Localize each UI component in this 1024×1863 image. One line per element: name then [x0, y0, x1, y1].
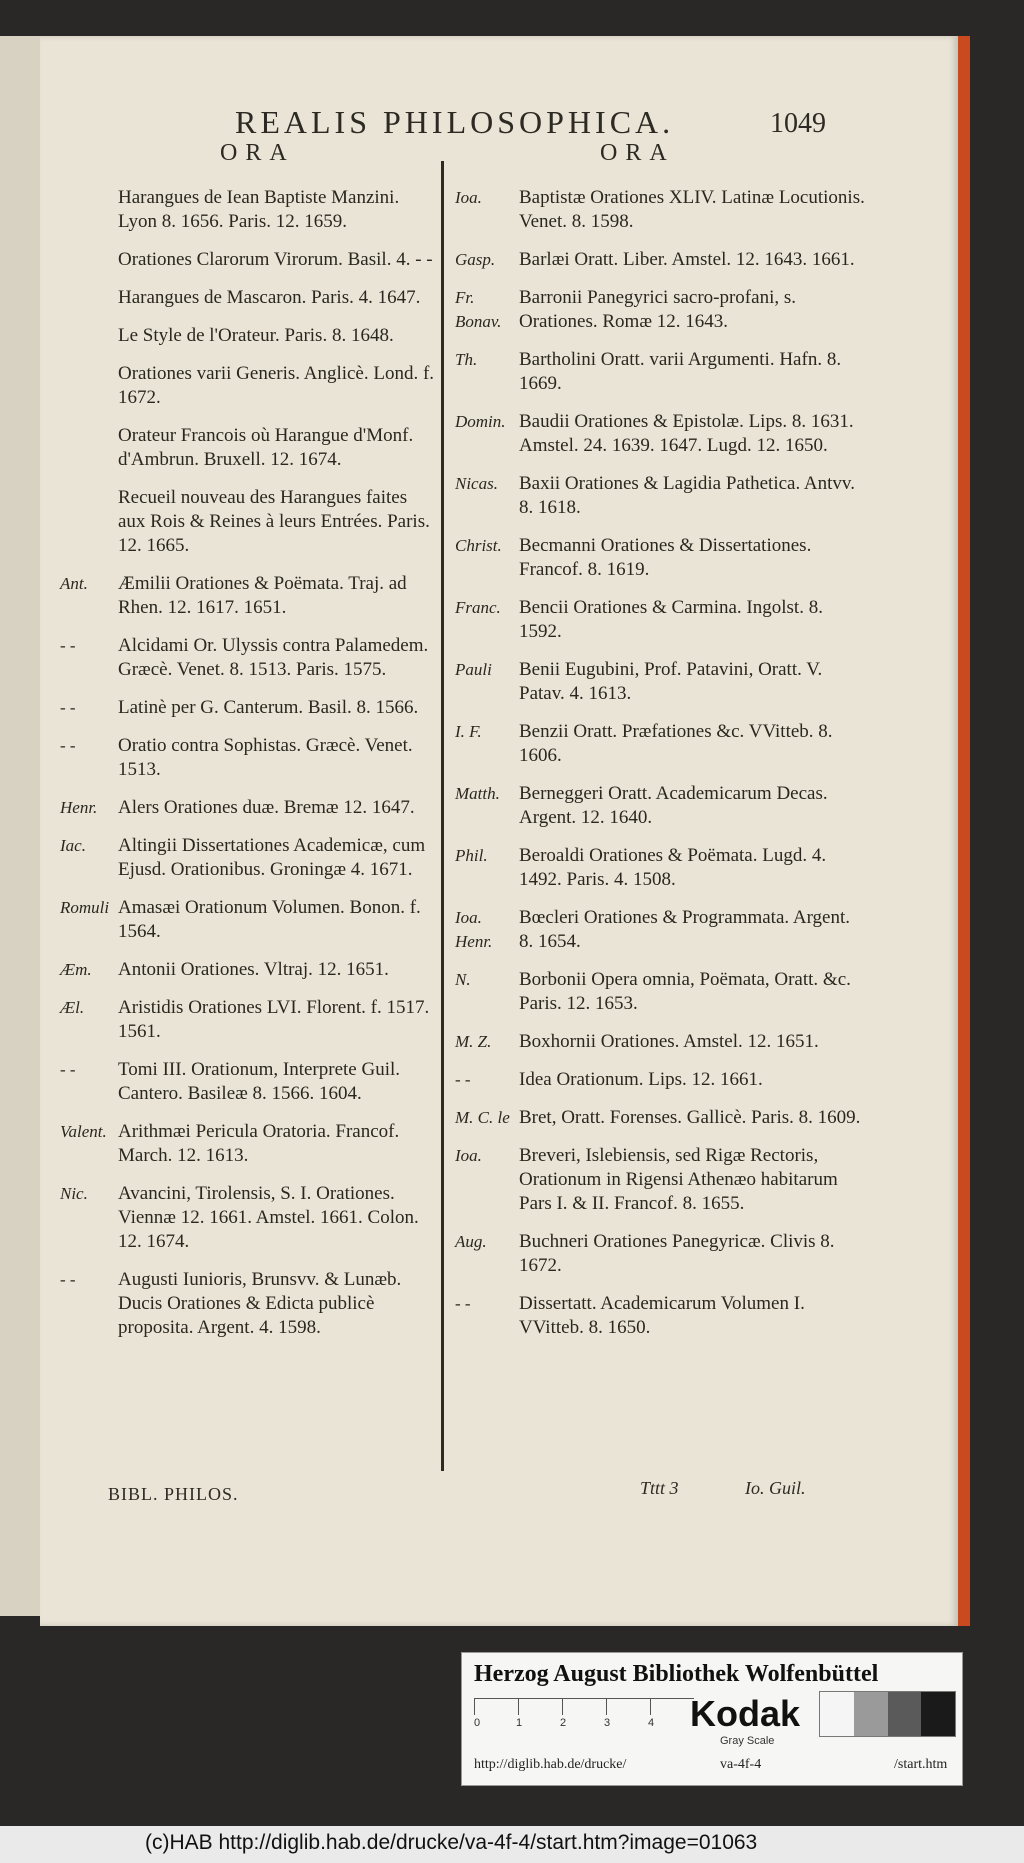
entry-text: Boxhornii Orationes. Amstel. 12. 1651.	[519, 1031, 819, 1052]
entry-prefix: Matth.	[455, 784, 500, 803]
entry-text: Alers Orationes duæ. Bremæ 12. 1647.	[118, 797, 415, 818]
entry-text: Bartholini Oratt. varii Argumenti. Hafn. 8. 1669.	[519, 349, 842, 394]
entry-prefix: N.	[455, 970, 471, 989]
entry-prefix: - -	[455, 1070, 471, 1089]
page-red-edge	[958, 36, 970, 1626]
catalog-entry	[455, 720, 865, 768]
entry-prefix: Christ.	[455, 536, 502, 555]
entry-text: Barlæi Oratt. Liber. Amstel. 12. 1643. 1661.	[519, 249, 855, 270]
entry-text: Becmanni Orationes & Dissertationes. Francof. 8. 1619.	[519, 535, 812, 580]
gray-swatch	[921, 1692, 955, 1736]
entry-text: Latinè per G. Canterum. Basil. 8. 1566.	[118, 697, 419, 718]
entry-text: Borbonii Opera omnia, Poëmata, Oratt. &c. Paris. 12. 1653.	[519, 969, 851, 1014]
catalog-entry	[455, 782, 865, 830]
entry-text: Benzii Oratt. Præfationes &c. VVitteb. 8. 1606.	[519, 721, 833, 766]
label-url-base: http://diglib.hab.de/drucke/	[474, 1757, 627, 1772]
entry-prefix: Henr.	[60, 798, 98, 817]
catalog-entry	[60, 796, 435, 820]
entry-prefix: - -	[60, 698, 76, 717]
entry-prefix: Ant.	[60, 574, 88, 593]
entry-text: Bret, Oratt. Forenses. Gallicè. Paris. 8. 1609.	[519, 1107, 861, 1128]
entry-text: Baudii Orationes & Epistolæ. Lips. 8. 1631. Amstel. 24. 1639. 1647. Lugd. 12. 1650.	[519, 411, 854, 456]
library-label-card	[461, 1652, 963, 1786]
entry-text: Oratio contra Sophistas. Græcè. Venet. 1513.	[118, 735, 413, 780]
catalog-entry	[455, 1106, 865, 1130]
book-page	[40, 36, 958, 1626]
entry-text: Tomi III. Orationum, Interprete Guil. Cantero. Basileæ 8. 1566. 1604.	[118, 1059, 401, 1104]
catalog-entry	[60, 696, 435, 720]
catalog-entry	[60, 572, 435, 620]
catalog-entry	[455, 1144, 865, 1216]
measure-scale	[474, 1698, 694, 1727]
entry-text: Augusti Iunioris, Brunsvv. & Lunæb. Ducis Orationes & Edicta publicè proposita. Argent. 4. 1598.	[118, 1269, 402, 1338]
entry-prefix: Phil.	[455, 846, 488, 865]
entry-text: Arithmæi Pericula Oratoria. Francof. March. 12. 1613.	[118, 1121, 400, 1166]
entry-text: Le Style de l'Orateur. Paris. 8. 1648.	[118, 325, 394, 346]
entry-prefix	[60, 248, 118, 272]
right-column	[455, 186, 865, 1354]
entry-prefix: Franc.	[455, 598, 501, 617]
signature-mark: Tttt 3	[640, 1478, 679, 1498]
catalog-entry	[455, 1292, 865, 1340]
catalog-entry	[455, 248, 865, 272]
entry-prefix: - -	[455, 1294, 471, 1313]
catchword: Io. Guil.	[745, 1478, 806, 1498]
catalog-entry	[60, 186, 435, 234]
catalog-entry	[455, 1068, 865, 1092]
entry-prefix: Romuli	[60, 898, 110, 917]
scale-number: 0	[474, 1717, 481, 1729]
catalog-entry	[60, 1120, 435, 1168]
entry-prefix: Valent.	[60, 1122, 107, 1141]
catalog-entry	[455, 186, 865, 234]
catalog-entry	[455, 658, 865, 706]
catalog-entry	[455, 348, 865, 396]
scale-tick	[518, 1699, 519, 1715]
entry-text: Buchneri Orationes Panegyricæ. Clivis 8. 1672.	[519, 1231, 835, 1276]
catalog-entry	[60, 286, 435, 310]
catalog-entry	[455, 410, 865, 458]
label-url-end: /start.htm	[894, 1757, 948, 1772]
entry-prefix: - -	[60, 736, 76, 755]
catalog-entry	[455, 534, 865, 582]
catalog-entry	[60, 1182, 435, 1254]
catalog-entry	[60, 834, 435, 882]
entry-prefix	[60, 186, 118, 234]
catalog-entry	[60, 734, 435, 782]
entry-prefix: Ioa.	[455, 188, 482, 207]
running-title: REALIS PHILOSOPHICA.	[235, 104, 675, 140]
entry-prefix	[60, 286, 118, 310]
entry-text: Antonii Orationes. Vltraj. 12. 1651.	[118, 959, 389, 980]
entry-text: Alcidami Or. Ulyssis contra Palamedem. Græcè. Venet. 8. 1513. Paris. 1575.	[118, 635, 429, 680]
catalog-entry	[60, 634, 435, 682]
entry-prefix: - -	[60, 636, 76, 655]
gray-swatch	[888, 1692, 922, 1736]
entry-text: Harangues de Iean Baptiste Manzini. Lyon 8. 1656. Paris. 12. 1659.	[118, 187, 400, 232]
entry-prefix	[60, 324, 118, 348]
entry-prefix	[60, 362, 118, 410]
entry-text: Baptistæ Orationes XLIV. Latinæ Locutionis. Venet. 8. 1598.	[519, 187, 865, 232]
entry-text: Berneggeri Oratt. Academicarum Decas. Argent. 12. 1640.	[519, 783, 828, 828]
page-header	[40, 104, 958, 144]
caption-bar	[0, 1826, 1024, 1863]
entry-prefix	[60, 424, 118, 472]
catalog-entry	[455, 1030, 865, 1054]
catalog-entry	[60, 958, 435, 982]
entry-prefix: Nicas.	[455, 474, 498, 493]
catalog-entry	[60, 362, 435, 410]
footer-title: BIBL. PHILOS.	[108, 1484, 239, 1504]
catalog-entry	[455, 968, 865, 1016]
entry-text: Bencii Orationes & Carmina. Ingolst. 8. 1592.	[519, 597, 823, 642]
catalog-entry	[60, 486, 435, 558]
entry-prefix: - -	[60, 1060, 76, 1079]
entry-text: Orationes varii Generis. Anglicè. Lond. f. 1672.	[118, 363, 435, 408]
entry-prefix: Ioa. Henr.	[455, 908, 493, 951]
entry-text: Benii Eugubini, Prof. Patavini, Oratt. V. Patav. 4. 1613.	[519, 659, 823, 704]
catalog-entry	[455, 844, 865, 892]
entry-prefix: - -	[60, 1270, 76, 1289]
entry-text: Altingii Dissertationes Academicæ, cum Ejusd. Orationibus. Groningæ 4. 1671.	[118, 835, 426, 880]
entry-prefix: Fr. Bonav.	[455, 288, 502, 331]
kodak-logo: Kodak	[690, 1693, 801, 1734]
scale-number: 1	[516, 1717, 523, 1729]
entry-text: Baxii Orationes & Lagidia Pathetica. Antvv. 8. 1618.	[519, 473, 855, 518]
gray-swatch	[854, 1692, 888, 1736]
entry-text: Avancini, Tirolensis, S. I. Orationes. Viennæ 12. 1661. Amstel. 1661. Colon. 12. 1674.	[118, 1183, 419, 1252]
entry-prefix: M. Z.	[455, 1032, 492, 1051]
entry-prefix: M. C. le	[455, 1108, 510, 1127]
entry-prefix: Iac.	[60, 836, 86, 855]
entry-prefix: Th.	[455, 350, 478, 369]
entry-text: Idea Orationum. Lips. 12. 1661.	[519, 1069, 763, 1090]
left-column	[60, 186, 435, 1354]
entry-prefix: Nic.	[60, 1184, 88, 1203]
library-name: Herzog August Bibliothek Wolfenbüttel	[474, 1661, 879, 1687]
scale-tick	[562, 1699, 563, 1715]
catalog-entry	[455, 596, 865, 644]
entry-prefix: Domin.	[455, 412, 506, 431]
entry-text: Aristidis Orationes LVI. Florent. f. 1517. 1561.	[118, 997, 430, 1042]
entry-prefix: Pauli	[455, 660, 492, 679]
entry-prefix: Æm.	[60, 960, 92, 979]
catalog-entry	[60, 1268, 435, 1340]
entry-prefix: Aug.	[455, 1232, 487, 1251]
entry-text: Dissertatt. Academicarum Volumen I. VVitteb. 8. 1650.	[519, 1293, 805, 1338]
column-head-right: ORA	[600, 140, 675, 166]
entry-text: Beroaldi Orationes & Poëmata. Lugd. 4. 1492. Paris. 4. 1508.	[519, 845, 827, 890]
catalog-entry	[455, 1230, 865, 1278]
label-shelfmark: va-4f-4	[720, 1757, 762, 1772]
adjacent-page-edge	[0, 36, 40, 1616]
entry-text: Orationes Clarorum Virorum. Basil. 4. - -	[118, 249, 433, 270]
catalog-entry	[60, 324, 435, 348]
catalog-entry	[60, 896, 435, 944]
entry-prefix: I. F.	[455, 722, 482, 741]
column-divider	[441, 161, 444, 1471]
entry-text: Orateur Francois où Harangue d'Monf. d'Ambrun. Bruxell. 12. 1674.	[118, 425, 414, 470]
catalog-entry	[455, 472, 865, 520]
entry-text: Bœcleri Orationes & Programmata. Argent. 8. 1654.	[519, 907, 851, 952]
entry-text: Æmilii Orationes & Poëmata. Traj. ad Rhen. 12. 1617. 1651.	[118, 573, 407, 618]
entry-prefix: Ioa.	[455, 1146, 482, 1165]
entry-text: Barronii Panegyrici sacro-profani, s. Orationes. Romæ 12. 1643.	[519, 287, 796, 332]
scale-tick	[650, 1699, 651, 1715]
column-head-left: ORA	[220, 140, 295, 166]
scale-number: 4	[648, 1717, 655, 1729]
gray-scale-swatches	[819, 1691, 956, 1737]
entry-text: Breveri, Islebiensis, sed Rigæ Rectoris, Orationum in Rigensi Athenæo habitarum Pars I. & II. Francof. 8. 1655.	[519, 1145, 838, 1214]
scale-tick	[474, 1699, 475, 1715]
gray-scale-label: Gray Scale	[720, 1735, 775, 1747]
scale-tick	[606, 1699, 607, 1715]
catalog-entry	[60, 1058, 435, 1106]
catalog-entry	[60, 424, 435, 472]
page-number: 1049	[770, 108, 826, 139]
entry-text: Recueil nouveau des Harangues faites aux Rois & Reines à leurs Entrées. Paris. 12. 1665.	[118, 487, 430, 556]
scale-number: 3	[604, 1717, 611, 1729]
catalog-entry	[60, 996, 435, 1044]
entry-text: Harangues de Mascaron. Paris. 4. 1647.	[118, 287, 421, 308]
entry-prefix: Æl.	[60, 998, 85, 1017]
catalog-entry	[60, 248, 435, 272]
gray-swatch	[820, 1692, 854, 1736]
catalog-entry	[455, 286, 865, 334]
catalog-entry	[455, 906, 865, 954]
entry-prefix	[60, 486, 118, 558]
entry-prefix: Gasp.	[455, 250, 496, 269]
scale-number: 2	[560, 1717, 567, 1729]
image-caption: (c)HAB http://diglib.hab.de/drucke/va-4f-4/start.htm?image=01063	[145, 1831, 758, 1854]
entry-text: Amasæi Orationum Volumen. Bonon. f. 1564.	[118, 897, 421, 942]
